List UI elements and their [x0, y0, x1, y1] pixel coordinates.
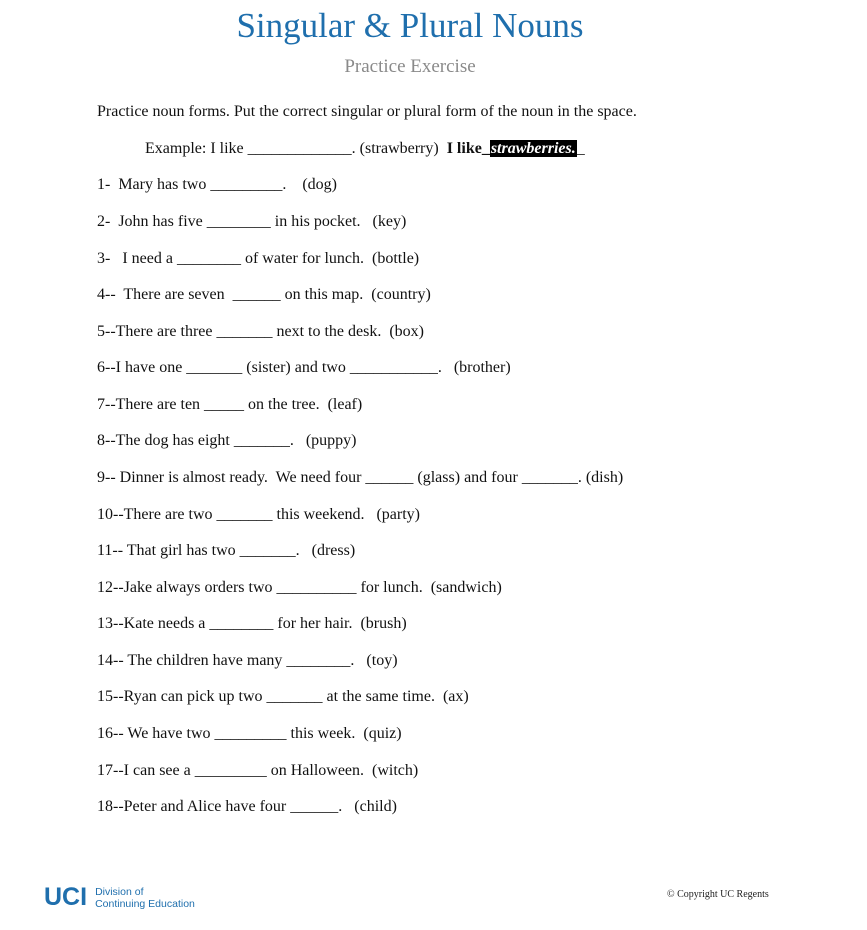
exercise-item: 13--Kate needs a ________ for her hair. (brush) — [97, 615, 407, 632]
uci-logo-subtitle-line-1: Division of — [95, 885, 144, 898]
exercise-item: 3- I need a ________ of water for lunch. (bottle) — [97, 250, 420, 267]
uci-logo-text: UCI — [44, 883, 88, 911]
exercise-item: 5--There are three _______ next to the desk. (box) — [97, 323, 424, 340]
example-prefix: Example: I like _____________. (strawberry) — [145, 140, 447, 157]
page-subtitle: Practice Exercise — [344, 56, 476, 77]
exercise-item: 15--Ryan can pick up two _______ at the same time. (ax) — [97, 688, 469, 705]
exercise-item: 1- Mary has two _________. (dog) — [97, 176, 337, 193]
exercise-item: 9-- Dinner is almost ready. We need four ______ (glass) and four _______. (dish) — [97, 469, 624, 486]
example-answer-suffix: _ — [576, 140, 585, 157]
exercise-item: 6--I have one _______ (sister) and two ___________. (brother) — [97, 359, 511, 376]
exercise-item: 2- John has five ________ in his pocket. (key) — [97, 213, 407, 230]
exercise-item: 14-- The children have many ________. (toy) — [97, 652, 398, 669]
example-line — [145, 139, 585, 159]
exercise-item: 4-- There are seven ______ on this map. (country) — [97, 286, 431, 303]
exercise-item: 12--Jake always orders two __________ for lunch. (sandwich) — [97, 579, 502, 596]
uci-logo-subtitle-line-2: Continuing Education — [95, 897, 195, 910]
instructions: Practice noun forms. Put the correct singular or plural form of the noun in the space. — [97, 103, 637, 120]
exercise-item: 7--There are ten _____ on the tree. (leaf) — [97, 396, 363, 413]
example-answer: strawberries. — [490, 140, 576, 157]
exercise-item: 10--There are two _______ this weekend. (party) — [97, 506, 420, 523]
exercise-item: 18--Peter and Alice have four ______. (child) — [97, 798, 397, 815]
exercise-item: 17--I can see a _________ on Halloween. (witch) — [97, 762, 419, 779]
exercise-item: 16-- We have two _________ this week. (quiz) — [97, 725, 402, 742]
exercise-item: 8--The dog has eight _______. (puppy) — [97, 432, 357, 449]
exercise-item: 11-- That girl has two _______. (dress) — [97, 542, 356, 559]
copyright-notice: © Copyright UC Regents — [667, 889, 769, 900]
uci-logo — [44, 883, 195, 912]
page-title: Singular & Plural Nouns — [236, 6, 584, 45]
example-answer-prefix: I like_ — [446, 140, 490, 157]
uci-logo-subtitle — [95, 886, 195, 910]
